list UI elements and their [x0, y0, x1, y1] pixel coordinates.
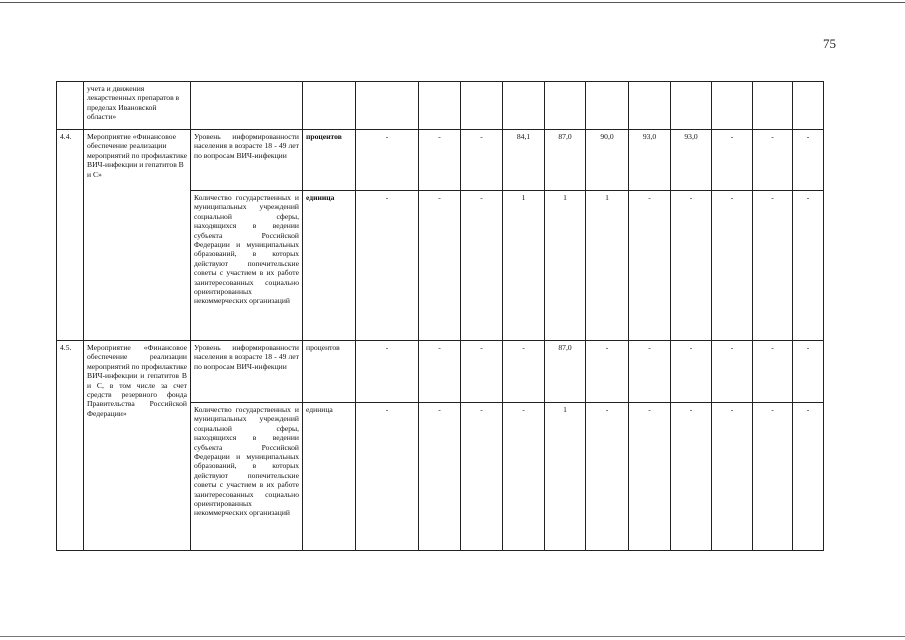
- value-cell: -: [753, 403, 793, 551]
- value-cell: -: [629, 191, 671, 341]
- top-rule: [0, 2, 905, 3]
- value-cell: [793, 82, 824, 130]
- value-cell: -: [461, 191, 503, 341]
- value-cell: -: [419, 341, 461, 403]
- indicator-cell: Количество государственных и муниципальных учреждений социальной сферы, находящихся в ведении субъекта Российской Федерации и муниципальных образований, в которых действуют попечительские советы с участием в их работе заинтересованных социально ориентированных некоммерческих организаций: [191, 191, 303, 341]
- value-cell: -: [629, 403, 671, 551]
- value-cell: -: [712, 130, 753, 191]
- value-cell: [629, 82, 671, 130]
- value-cell: -: [712, 341, 753, 403]
- value-cell: -: [671, 191, 712, 341]
- value-cell: -: [753, 191, 793, 341]
- indicator-cell: Уровень информированности населения в возрасте 18 - 49 лет по вопросам ВИЧ-инфекции: [191, 130, 303, 191]
- value-cell: -: [356, 191, 419, 341]
- unit-cell: процентов: [303, 130, 356, 191]
- value-cell: -: [586, 341, 629, 403]
- value-cell: [671, 82, 712, 130]
- value-cell: 93,0: [671, 130, 712, 191]
- value-cell: [356, 82, 419, 130]
- value-cell: -: [753, 341, 793, 403]
- value-cell: [503, 82, 545, 130]
- value-cell: -: [586, 403, 629, 551]
- value-cell: 1: [586, 191, 629, 341]
- value-cell: 87,0: [545, 130, 586, 191]
- value-cell: [753, 82, 793, 130]
- value-cell: -: [503, 403, 545, 551]
- value-cell: -: [793, 341, 824, 403]
- value-cell: -: [419, 403, 461, 551]
- table-row: [57, 82, 824, 130]
- table-row: [57, 130, 824, 191]
- value-cell: -: [629, 341, 671, 403]
- value-cell: -: [419, 130, 461, 191]
- value-cell: 87,0: [545, 341, 586, 403]
- value-cell: [461, 82, 503, 130]
- value-cell: 1: [503, 191, 545, 341]
- value-cell: -: [461, 130, 503, 191]
- value-cell: -: [671, 403, 712, 551]
- value-cell: -: [712, 403, 753, 551]
- value-cell: -: [503, 341, 545, 403]
- value-cell: [712, 82, 753, 130]
- value-cell: 84,1: [503, 130, 545, 191]
- num-cell: [57, 82, 84, 130]
- indicator-cell: Количество государственных и муниципальных учреждений социальной сферы, находящихся в ведении субъекта Российской Федерации и муниципальных образований, в которых действуют попечительские советы с участием в их работе заинтересованных социально ориентированных некоммерческих организаций: [191, 403, 303, 551]
- value-cell: -: [712, 191, 753, 341]
- indicator-cell: Уровень информированности населения в возрасте 18 - 49 лет по вопросам ВИЧ-инфекции: [191, 341, 303, 403]
- value-cell: -: [671, 341, 712, 403]
- page-number: 75: [823, 36, 836, 51]
- num-cell: 4.5.: [57, 341, 84, 551]
- value-cell: -: [753, 130, 793, 191]
- value-cell: 90,0: [586, 130, 629, 191]
- activity-cell: Мероприятие «Финансовое обеспечение реализации мероприятий по профилактике ВИЧ-инфекции и гепатитов В и С»: [84, 130, 191, 341]
- indicators-table: [56, 81, 824, 551]
- num-cell: 4.4.: [57, 130, 84, 341]
- unit-cell: единица: [303, 403, 356, 551]
- value-cell: [419, 82, 461, 130]
- activity-cell: Мероприятие «Финансовое обеспечение реализации мероприятий по профилактике ВИЧ-инфекции и гепатитов В и С, в том числе за счет средств резервного фонда Правительства Российской Федерации»: [84, 341, 191, 551]
- value-cell: -: [793, 403, 824, 551]
- value-cell: -: [356, 341, 419, 403]
- bottom-rule: [0, 636, 905, 637]
- value-cell: 1: [545, 403, 586, 551]
- table-row: [57, 341, 824, 403]
- value-cell: -: [793, 130, 824, 191]
- value-cell: -: [356, 403, 419, 551]
- value-cell: 1: [545, 191, 586, 341]
- value-cell: -: [419, 191, 461, 341]
- indicator-cell: [191, 82, 303, 130]
- unit-cell: процентов: [303, 341, 356, 403]
- activity-cell: учета и движения лекарственных препаратов в пределах Ивановской области»: [84, 82, 191, 130]
- value-cell: -: [461, 403, 503, 551]
- value-cell: -: [461, 341, 503, 403]
- unit-cell: единица: [303, 191, 356, 341]
- value-cell: [545, 82, 586, 130]
- value-cell: [586, 82, 629, 130]
- value-cell: 93,0: [629, 130, 671, 191]
- value-cell: -: [356, 130, 419, 191]
- unit-cell: [303, 82, 356, 130]
- value-cell: -: [793, 191, 824, 341]
